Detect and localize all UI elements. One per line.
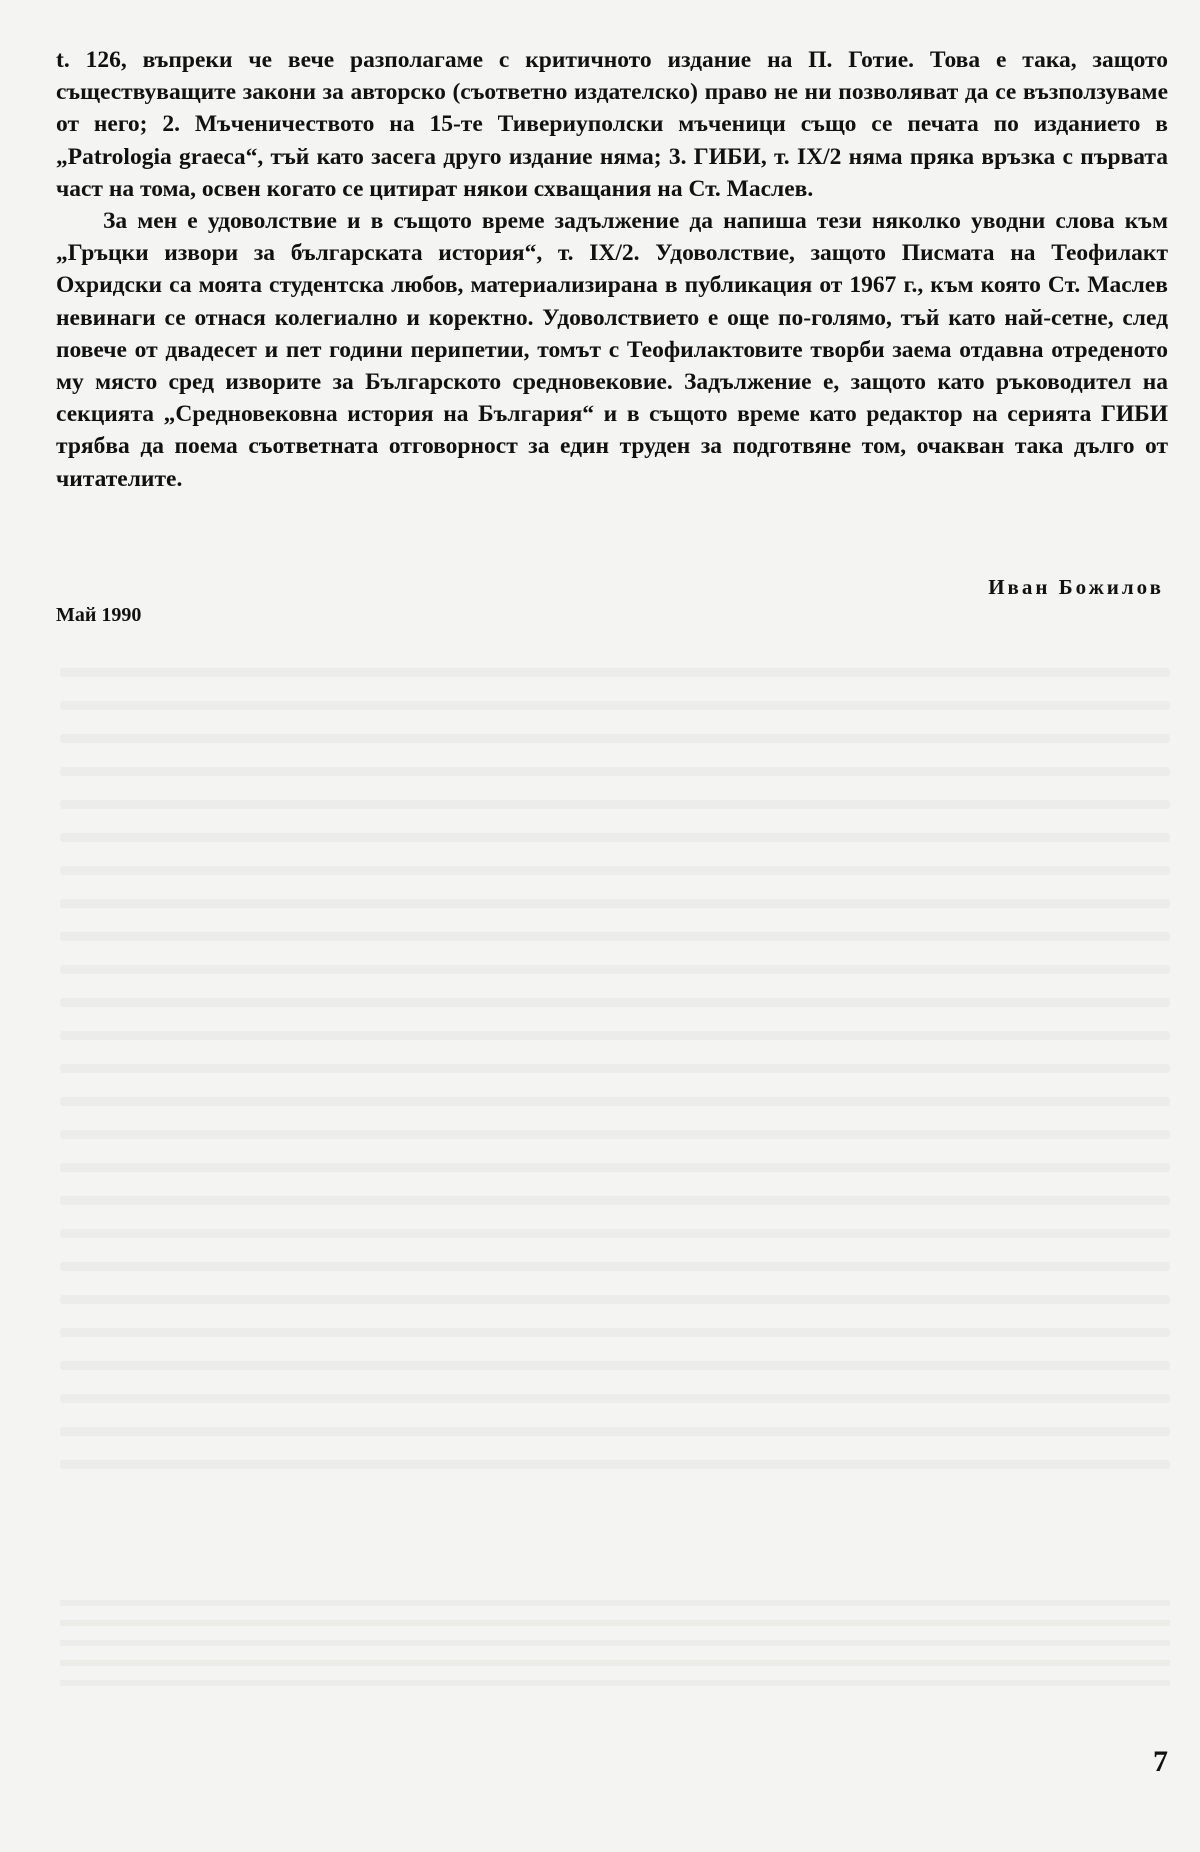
reverse-side-show-through: [60, 668, 1170, 1518]
reverse-side-footnotes-show-through: [60, 1600, 1170, 1700]
page-number: 7: [1153, 1745, 1168, 1778]
paragraph-continuation: t. 126, въпреки че вече разполагаме с критичното издание на П. Готие. Това е така, защото съществуващите закони за авторско (съответно издателско) право не ни позволяват да се възползуваме от него; 2. Мъченичеството на 15-те Тивериуполски мъченици също се печата по изданието в „Patrologia graeca“, тъй като засега друго издание няма; 3. ГИБИ, т. IX/2 няма пряка връзка с първата част на тома, освен когато се цитират някои схващания на Ст. Маслев.: [56, 47, 1168, 202]
date-line: Май 1990: [56, 604, 142, 626]
paragraph-introduction: За мен е удоволствие и в същото време задължение да напиша тези няколко уводни слова към „Гръцки извори за българската история“, т. IX/2. Удоволствие, защото Писмата на Теофилакт Охридски са моята студентска любов, материализирана в публикация от 1967 г., към която Ст. Маслев невинаги се отнася колегиално и коректно. Удоволствието е още по-голямо, тъй като най-сетне, след повече от двадесет и пет години перипетии, томът с Теофилактовите творби заема отдавна отреденото му място сред изворите за Българското средновековие. Задължение е, защото като ръководител на секцията „Средновековна история на България“ и в същото време като редактор на серията ГИБИ трябва да поема съответната отговорност за един труден за подготвяне том, очакван така дълго от читателите.: [56, 208, 1168, 492]
author-signature: Иван Божилов: [988, 575, 1164, 599]
body-text: [56, 44, 1168, 495]
